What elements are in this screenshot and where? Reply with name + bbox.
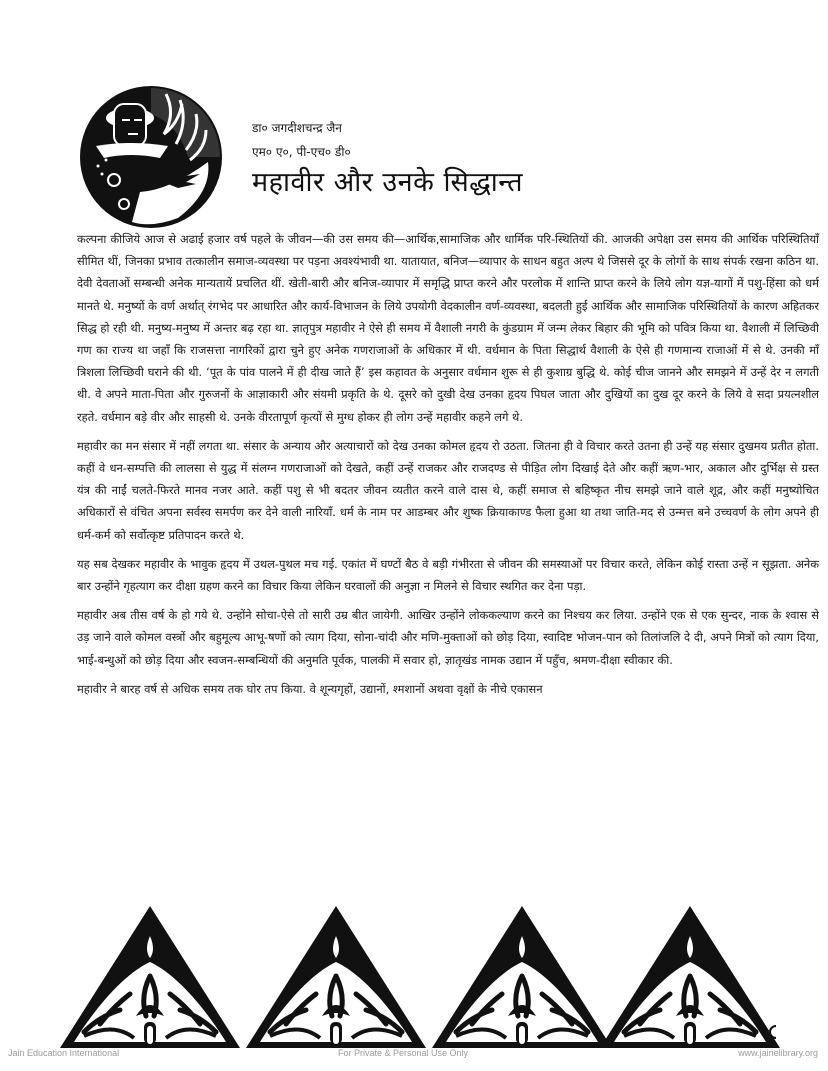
paragraph: महावीर का मन संसार में नहीं लगता था. संसार के अन्याय और अत्याचारों को देख उनका कोमल हृदय रो उठता. जितना ही वे विचार करते उतना ही उन्हें यह संसार दुखमय प्रतीत होता. कहीं वे धन-सम्पत्ति की लालसा से युद्ध में संलग्न गणराजाओं को देखते, कहीं उन्हें राजकर और राजदण्ड से पीड़ित लोग दिखाई देते और कहीं ऋण-भार, अकाल और दुर्भिक्ष से ग्रस्त यंत्र की नाईं चलते-फिरते मानव नजर आते. कहीं पशु से भी बदतर जीवन व्यतीत करने वाले दास थे, कहीं समाज से बहिष्कृत नीच समझे जाने वाले शूद्र, और कहीं मनुष्योचित अधिकारों से वंचित अपना सर्वस्व समर्पण कर देने वाली नारियाँ. धर्म के नाम पर आडम्बर और शुष्क क्रियाकाण्ड फैला हुआ था तथा जाति-मद से उन्मत्त बने उच्चवर्ण के लोग अपने ही धर्म-कर्म को सर्वोत्कृष्ट प्रतिपादन करते थे. [77, 438, 819, 542]
paragraph: कल्पना कीजिये आज से अढाई हजार वर्ष पहले के जीवन—की उस समय की—आर्थिक,सामाजिक और धार्मिक परि-स्थितियों की. आजकी अपेक्षा उस समय की आर्थिक परिस्थितियाँ सीमित थीं, जिनका प्रभाव तत्कालीन समाज-व्यवस्था पर पड़ना अवश्यंभावी था. यातायात, बनिज—व्यापार के साधन बहुत अल्प थे जिससे दूर के लोगों के साथ संपर्क रखना कठिन था. देवी देवताओं सम्बन्धी अनेक मान्यतायें प्रचलित थीं. खेती-बारी और बनिज-व्यापार में समृद्धि प्राप्त करने और परलोक में शान्ति प्राप्त करने के लिये लोग यज्ञ-यागों में पशु-हिंसा को धर्म मानते थे. मनुष्यों के वर्ण अर्थात् रंगभेद पर आधारित और कार्य-विभाजन के लिये उपयोगी वेदकालीन वर्ण-व्यवस्था, बदलती हुई आर्थिक और सामाजिक परिस्थितियों के कारण अहितकर सिद्ध हो रही थी. मनुष्य-मनुष्य में अन्तर बढ़ रहा था. ज्ञातृपुत्र महावीर ने ऐसे ही समय में वैशाली नगरी के कुंडग्राम में जन्म लेकर बिहार की भूमि को पवित्र किया था. वैशाली में लिच्छिवी गण का राज्य था जहाँ कि राजसत्ता नागरिकों द्वारा चुने हुए अनेक गणराजाओं के अधिकार में थी. वर्धमान के पिता सिद्धार्थ वैशाली के ऐसे ही गणमान्य राजाओं में से थे. उनकी माँ त्रिशला लिच्छिवी घराने की थी. ‘पूत के पांव पालने में ही दीख जाते हैं’ इस कहावत के अनुसार वर्धमान शुरू से ही कुशाग्र बुद्धि थे. कोई चीज जानने और समझने में उन्हें देर न लगती थी. वे अपने माता-पिता और गुरुजनों के आज्ञाकारी और संयमी प्रकृति के थे. दूसरे को दुखी देख उनका हृदय पिघल जाता और दुखियों का दुख दूर करने के लिये वे सदा प्रयत्नशील रहते. वर्धमान बड़े वीर और साहसी थे. उनके वीरतापूर्ण कृत्यों से मुग्ध होकर ही लोग उन्हें महावीर कहने लगे थे. [77, 232, 820, 424]
ornament-border [60, 906, 780, 1056]
author-degrees: एम० ए०, पी-एच० डी० [252, 145, 351, 159]
article-title: महावीर और उनके सिद्धान्त [252, 167, 523, 198]
paragraph: महावीर ने बारह वर्ष से अधिक समय तक घोर तप किया. वे शून्यगृहों, उद्यानों, श्मशानों अथवा वृक्षों के नीचे एकासन [77, 681, 543, 696]
author-block [252, 116, 351, 164]
footer-publisher: Jain Education International [8, 1048, 120, 1058]
footer-usage-note: For Private & Personal Use Only [338, 1048, 469, 1058]
paragraph: यह सब देखकर महावीर के भावुक हृदय में उथल-पुथल मच गई. एकांत में घण्टों बैठ वे बड़ी गंभीरता से जीवन की समस्याओं पर विचार करते, लेकिन कोई रास्ता उन्हें न सूझता. अनेक बार उन्होंने गृहत्याग कर दीक्षा ग्रहण करने का विचार किया लेकिन घरवालों की अनुज्ञा न मिलने से विचार स्थगित कर देना पड़ा. [77, 556, 819, 594]
paragraph: महावीर अब तीस वर्ष के हो गये थे. उन्होंने सोचा-ऐसे तो सारी उम्र बीत जायेगी. आखिर उन्होंने लोककल्याण करने का निश्चय कर लिया. उन्होंने एक से एक सुन्दर, नाक के श्वास से उड़ जाने वाले कोमल वस्त्रों और बहुमूल्य आभू-षणों को त्याग दिया, सोना-चांदी और मणि-मुक्ताओं को छोड़ दिया, स्वादिष्ट भोजन-पान को तिलांजलि दे दी, अपने मित्रों को त्याग दिया, भाई-बन्धुओं को छोड़ दिया और स्वजन-सम्बन्धियों की अनुमति पूर्वक, पालकी में सवार हो, ज्ञातृखंड नामक उद्यान में पहुँच, श्रमण-दीक्षा स्वीकार की. [77, 608, 819, 667]
footer-website-link[interactable]: www.jainelibrary.org [738, 1048, 818, 1058]
author-name: डा० जगदीशचन्द्र जैन [252, 121, 342, 135]
mahavira-emblem-icon [78, 84, 224, 230]
article-body [77, 228, 819, 707]
